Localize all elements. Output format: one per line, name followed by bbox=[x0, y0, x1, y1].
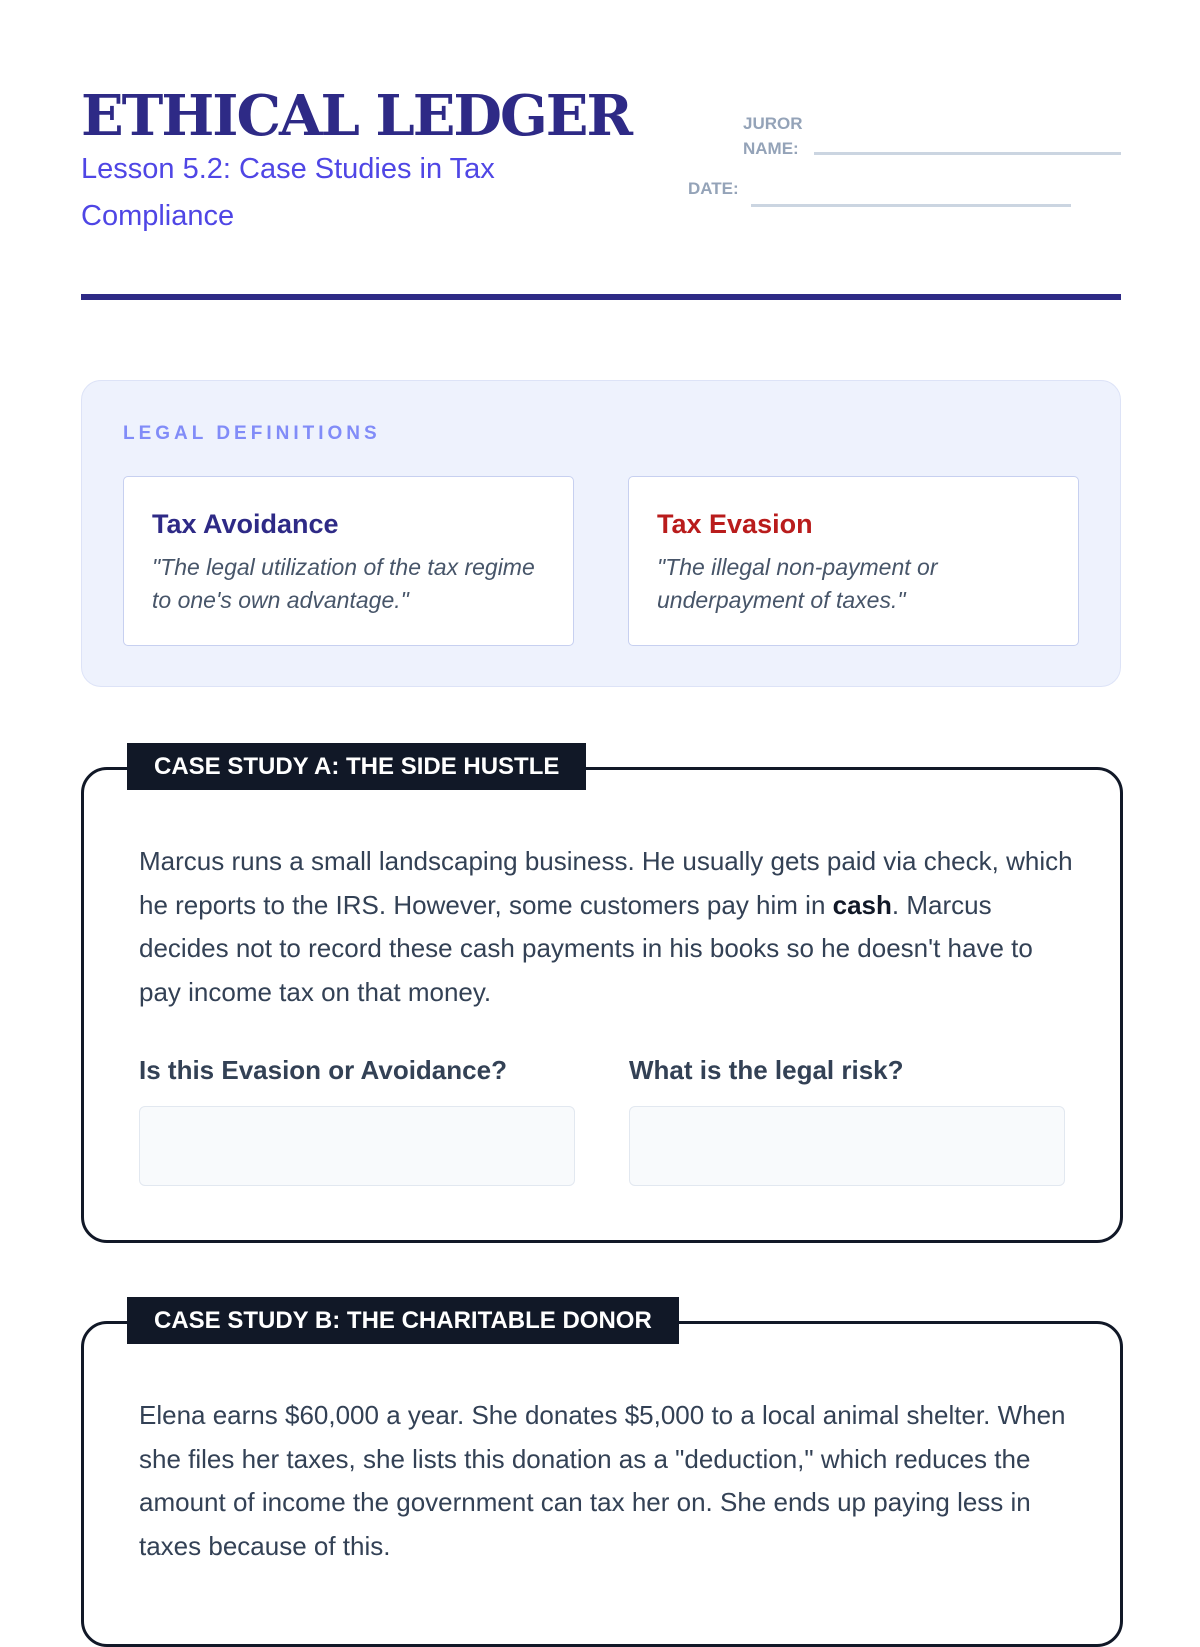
case-study-a-text bbox=[139, 840, 1079, 1014]
question-evasion-or-avoidance: Is this Evasion or Avoidance? bbox=[139, 1055, 507, 1085]
lesson-subtitle: Lesson 5.2: Case Studies in Tax Compliance bbox=[81, 153, 495, 232]
tax-evasion-card bbox=[628, 476, 1079, 646]
answer-box-evasion-or-avoidance[interactable] bbox=[139, 1106, 575, 1186]
header-divider bbox=[81, 294, 1121, 300]
case-study-a-text-end: . Marcus decides not to record these cash payments in his books so he doesn't have to pay income tax on that money. bbox=[139, 889, 1033, 1007]
case-study-a-bold-word: cash bbox=[832, 889, 892, 920]
case-study-b-text: Elena earns $60,000 a year. She donates $5,000 to a local animal shelter. When she files her taxes, she lists this donation as a "deduction," which reduces the amount of income the government can tax her on. She ends up paying less in taxes because of this. bbox=[139, 1400, 1066, 1561]
legal-definitions-panel bbox=[81, 380, 1121, 687]
answer-box-legal-risk[interactable] bbox=[629, 1106, 1065, 1186]
case-study-a-tab: CASE STUDY A: THE SIDE HUSTLE bbox=[127, 743, 586, 790]
question-legal-risk: What is the legal risk? bbox=[629, 1055, 904, 1085]
tax-avoidance-term: Tax Avoidance bbox=[152, 509, 339, 539]
case-study-a bbox=[81, 753, 1123, 1243]
case-study-b bbox=[81, 1307, 1123, 1647]
date-field[interactable] bbox=[751, 204, 1071, 207]
juror-name-field[interactable] bbox=[814, 152, 1121, 155]
case-study-b-tab: CASE STUDY B: THE CHARITABLE DONOR bbox=[127, 1297, 679, 1344]
legal-definitions-title: LEGAL DEFINITIONS bbox=[123, 423, 381, 444]
date-label: DATE: bbox=[688, 179, 739, 198]
tax-evasion-definition: "The illegal non-payment or underpayment of taxes." bbox=[657, 554, 938, 613]
tax-evasion-term: Tax Evasion bbox=[657, 509, 813, 539]
tax-avoidance-card bbox=[123, 476, 574, 646]
juror-name-label: JUROR NAME: bbox=[743, 114, 803, 158]
case-study-a-text-start: Marcus runs a small landscaping business. He usually gets paid via check, which he reports to the IRS. However, some customers pay him in bbox=[139, 846, 1073, 920]
worksheet-page bbox=[81, 0, 1121, 1600]
tax-avoidance-definition: "The legal utilization of the tax regime to one's own advantage." bbox=[152, 554, 535, 613]
brand-title: ETHICAL LEDGER bbox=[81, 83, 632, 149]
